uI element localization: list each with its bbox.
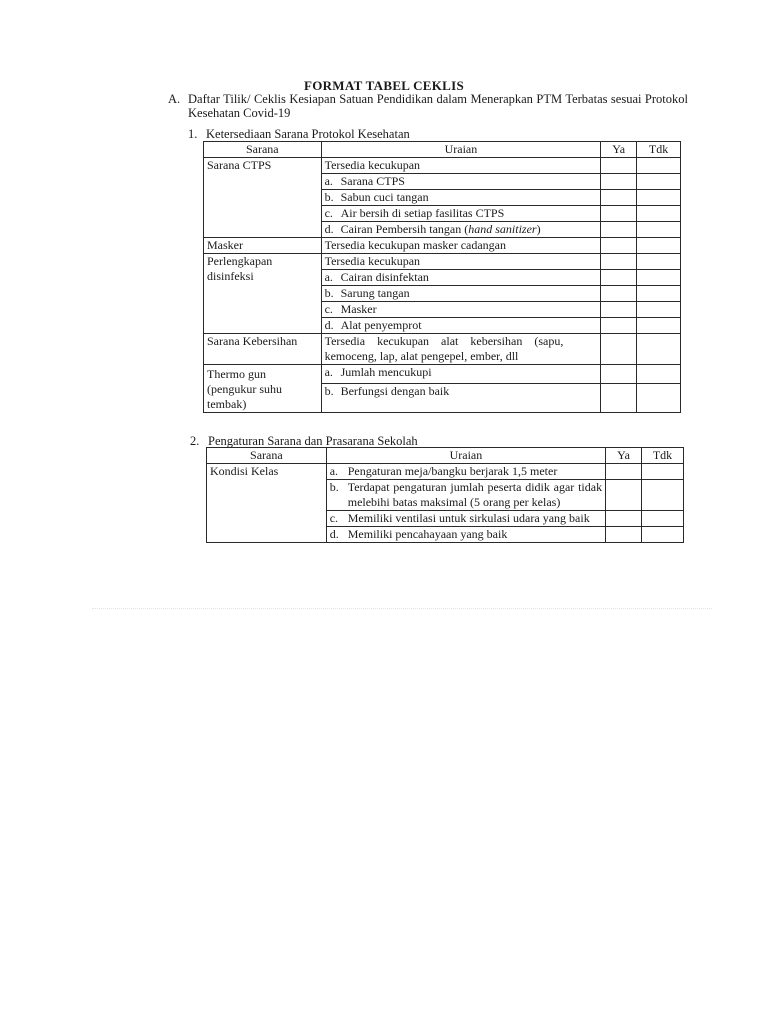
table-row	[204, 254, 681, 270]
section-a-letter: A.	[168, 92, 181, 106]
ya-checkbox-cell[interactable]	[601, 206, 637, 222]
tdk-checkbox-cell[interactable]	[642, 464, 684, 480]
sarana-cell: Perlengkapan disinfeksi	[204, 254, 322, 334]
ya-checkbox-cell[interactable]	[601, 302, 637, 318]
uraian-cell: d. Cairan Pembersih tangan (hand sanitizer)	[321, 222, 601, 238]
ya-checkbox-cell[interactable]	[601, 334, 637, 365]
scan-edge-line	[92, 600, 712, 609]
table-header-row	[204, 142, 681, 158]
uraian-cell: Tersedia kecukupan	[321, 158, 601, 174]
header-ya: Ya	[601, 142, 637, 158]
uraian-cell: a. Cairan disinfektan	[321, 270, 601, 286]
header-tdk: Tdk	[637, 142, 681, 158]
uraian-cell: b. Sarung tangan	[321, 286, 601, 302]
table-row	[204, 158, 681, 174]
tdk-checkbox-cell[interactable]	[637, 158, 681, 174]
header-sarana: Sarana	[204, 142, 322, 158]
tdk-checkbox-cell[interactable]	[642, 527, 684, 543]
uraian-cell: b. Berfungsi dengan baik	[321, 384, 601, 413]
ya-checkbox-cell[interactable]	[601, 190, 637, 206]
tdk-checkbox-cell[interactable]	[637, 334, 681, 365]
ya-checkbox-cell[interactable]	[606, 511, 642, 527]
section1-title: Ketersediaan Sarana Protokol Kesehatan	[206, 127, 410, 141]
document-title: FORMAT TABEL CEKLIS	[303, 78, 465, 93]
table-header-row	[207, 448, 684, 464]
ya-checkbox-cell[interactable]	[601, 270, 637, 286]
uraian-cell: a. Sarana CTPS	[321, 174, 601, 190]
tdk-checkbox-cell[interactable]	[642, 480, 684, 511]
ya-checkbox-cell[interactable]	[606, 527, 642, 543]
section2-number: 2.	[190, 434, 200, 448]
tdk-checkbox-cell[interactable]	[637, 174, 681, 190]
uraian-cell: c. Memiliki ventilasi untuk sirkulasi udara yang baik	[326, 511, 605, 527]
section2-title: Pengaturan Sarana dan Prasarana Sekolah	[208, 434, 418, 448]
tdk-checkbox-cell[interactable]	[637, 206, 681, 222]
tdk-checkbox-cell[interactable]	[637, 270, 681, 286]
table-row	[204, 334, 681, 365]
tdk-checkbox-cell[interactable]	[637, 286, 681, 302]
tdk-checkbox-cell[interactable]	[637, 222, 681, 238]
ya-checkbox-cell[interactable]	[601, 318, 637, 334]
sarana-cell: Kondisi Kelas	[207, 464, 327, 543]
tdk-checkbox-cell[interactable]	[642, 511, 684, 527]
ya-checkbox-cell[interactable]	[601, 254, 637, 270]
header-sarana: Sarana	[207, 448, 327, 464]
ya-checkbox-cell[interactable]	[601, 384, 637, 413]
sarana-cell: Masker	[204, 238, 322, 254]
ya-checkbox-cell[interactable]	[601, 238, 637, 254]
header-ya: Ya	[606, 448, 642, 464]
pengaturan-sarana-table	[206, 447, 684, 543]
uraian-cell: c. Masker	[321, 302, 601, 318]
tdk-checkbox-cell[interactable]	[637, 302, 681, 318]
uraian-cell: Tersedia kecukupan	[321, 254, 601, 270]
table-row	[204, 365, 681, 384]
section1-number: 1.	[188, 127, 198, 141]
uraian-cell: b. Sabun cuci tangan	[321, 190, 601, 206]
uraian-cell: a. Pengaturan meja/bangku berjarak 1,5 meter	[326, 464, 605, 480]
ya-checkbox-cell[interactable]	[606, 480, 642, 511]
header-uraian: Uraian	[326, 448, 605, 464]
uraian-cell: c. Air bersih di setiap fasilitas CTPS	[321, 206, 601, 222]
ya-checkbox-cell[interactable]	[601, 222, 637, 238]
tdk-checkbox-cell[interactable]	[637, 384, 681, 413]
sarana-protokol-table	[203, 141, 681, 413]
section-a-text: Daftar Tilik/ Ceklis Kesiapan Satuan Pendidikan dalam Menerapkan PTM Terbatas sesuai Protokol Kesehatan Covid-19	[188, 92, 688, 120]
section1-heading	[188, 127, 410, 142]
table-row	[204, 238, 681, 254]
ya-checkbox-cell[interactable]	[601, 365, 637, 384]
tdk-checkbox-cell[interactable]	[637, 254, 681, 270]
ya-checkbox-cell[interactable]	[601, 174, 637, 190]
uraian-cell: a. Jumlah mencukupi	[321, 365, 601, 384]
uraian-cell: d. Alat penyemprot	[321, 318, 601, 334]
uraian-cell: Tersedia kecukupan alat kebersihan (sapu, kemoceng, lap, alat pengepel, ember, dll	[321, 334, 601, 365]
section-a-intro	[168, 92, 688, 120]
tdk-checkbox-cell[interactable]	[637, 190, 681, 206]
table-row	[207, 464, 684, 480]
sarana-cell: Thermo gun (pengukur suhu tembak)	[204, 365, 322, 413]
ya-checkbox-cell[interactable]	[601, 158, 637, 174]
header-uraian: Uraian	[321, 142, 601, 158]
uraian-cell: Tersedia kecukupan masker cadangan	[321, 238, 601, 254]
ya-checkbox-cell[interactable]	[606, 464, 642, 480]
tdk-checkbox-cell[interactable]	[637, 238, 681, 254]
tdk-checkbox-cell[interactable]	[637, 318, 681, 334]
sarana-cell: Sarana Kebersihan	[204, 334, 322, 365]
uraian-cell: d. Memiliki pencahayaan yang baik	[326, 527, 605, 543]
ya-checkbox-cell[interactable]	[601, 286, 637, 302]
sarana-cell: Sarana CTPS	[204, 158, 322, 238]
uraian-cell: b. Terdapat pengaturan jumlah peserta didik agar tidak melebihi batas maksimal (5 orang per kelas)	[326, 480, 605, 511]
header-tdk: Tdk	[642, 448, 684, 464]
tdk-checkbox-cell[interactable]	[637, 365, 681, 384]
